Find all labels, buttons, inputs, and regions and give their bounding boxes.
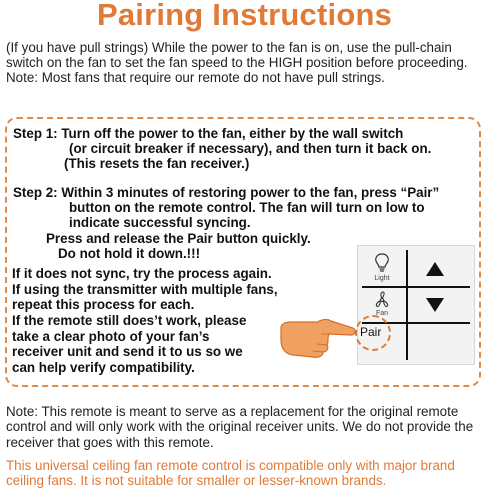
pointing-hand-icon xyxy=(277,312,357,360)
pair-label: Pair xyxy=(360,325,382,339)
light-label: Light xyxy=(374,275,390,282)
bulb-icon xyxy=(372,252,392,274)
step1-line2: (or circuit breaker if necessary), and then turn it back on. xyxy=(69,141,432,156)
tip-line: receiver unit and send it to us so we xyxy=(12,344,243,359)
tip-line: If the remote still does’t work, please xyxy=(12,313,247,328)
step2-line1: Step 2: Within 3 minutes of restoring power to the fan, press “Pair” xyxy=(13,185,440,200)
fan-icon xyxy=(372,290,392,310)
fan-label: Fan xyxy=(375,310,389,317)
step1-line3: (This resets the fan receiver.) xyxy=(64,156,250,171)
disclaimer-text: This universal ceiling fan remote control is compatible only with major brand ceiling fans. It is not suitable for smaller or lesser-known brands. xyxy=(6,458,455,489)
tip-line: If it does not sync, try the process again. xyxy=(12,266,272,281)
remote-divider xyxy=(362,286,470,288)
step2-line3: indicate successful syncing. xyxy=(69,215,251,230)
tip-line: If using the transmitter with multiple fans, xyxy=(12,282,278,297)
tip-line: repeat this process for each. xyxy=(12,297,195,312)
step2-line4: Press and release the Pair button quickly. xyxy=(46,231,311,246)
tip-line: take a clear photo of your fan’s xyxy=(12,329,210,344)
intro-text: (If you have pull strings) While the power to the fan is on, use the pull-chain switch on the fan to set the fan speed to the HIGH position before proceeding. Note: Most fans that require our remote do not have pull strings. xyxy=(6,40,468,86)
tip-line: can help verify compatibility. xyxy=(12,360,195,375)
page-title: Pairing Instructions xyxy=(96,0,393,32)
note-text: Note: This remote is meant to serve as a replacement for the original remote control and will only work with the original receiver units. We do not provide the receiver that goes with this remote. xyxy=(6,404,474,450)
arrow-up-icon xyxy=(426,262,444,276)
step1-line1: Step 1: Turn off the power to the fan, either by the wall switch xyxy=(13,126,404,141)
step2-line5: Do not hold it down.!!! xyxy=(58,246,201,261)
step2-line2: button on the remote control. The fan will turn on low to xyxy=(69,200,425,215)
remote-divider xyxy=(406,250,408,360)
arrow-down-icon xyxy=(426,298,444,312)
